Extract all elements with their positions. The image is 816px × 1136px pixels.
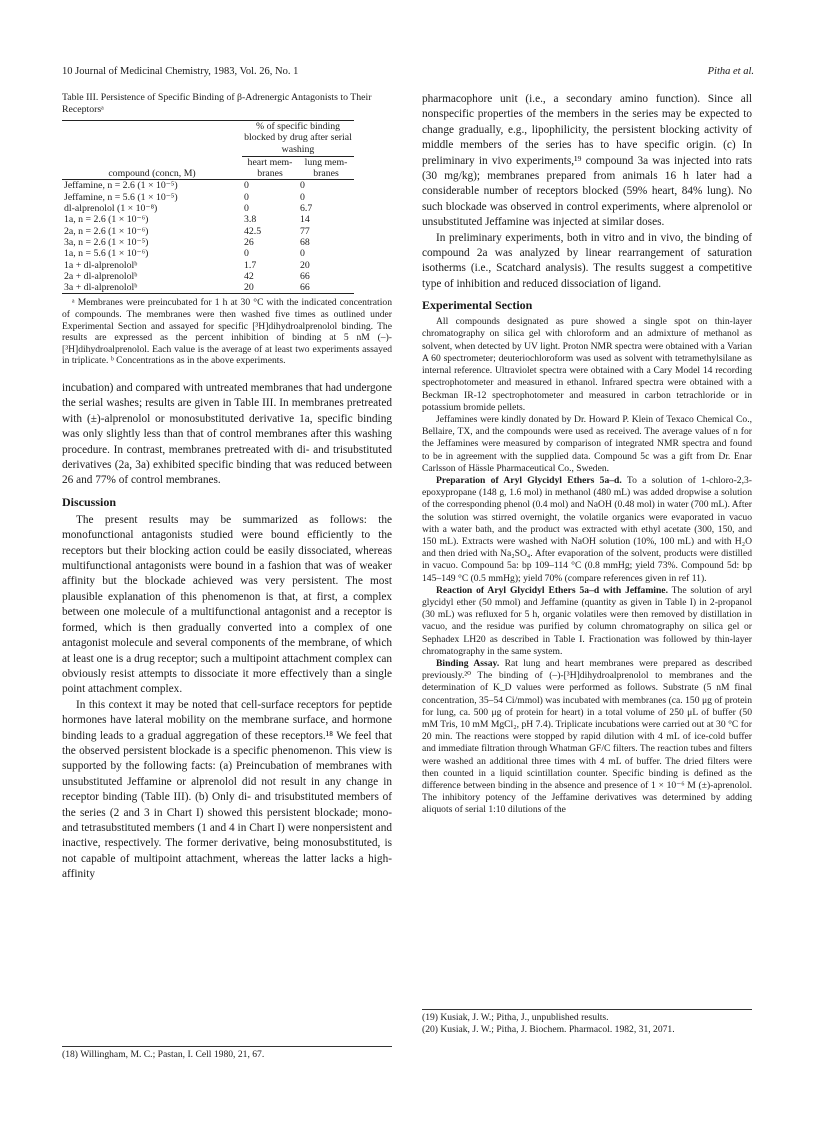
- running-header: [62, 66, 754, 82]
- paragraph: All compounds designated as pure showed a single spot on thin-layer chromatography on silica gel with chloroform and an admixture of methanol as solvent, when detected by UV light. Proton NMR spectra were obtained with a Varian A 60 spectrometer; deuteriochloroform was used as solvent with tetramethylsilane as internal reference. Ultraviolet spectra were obtained with a Cary Model 14 recording spectrophotometer and measured in ethanol. Infrared spectra were obtained with a Beckman IR-12 spectrophotometer and measured in carbon tetrachloride or in potassium bromide pellets.: [422, 316, 752, 413]
- table-col-heart: heart mem- branes: [242, 156, 298, 180]
- footnote-rule: [422, 1009, 752, 1010]
- table-row: 3a + dl-alprenololᵇ 20 66: [62, 282, 354, 294]
- table-row: Jeffamine, n = 2.6 (1 × 10⁻⁵) 0 0: [64, 180, 305, 192]
- table-row: 2a + dl-alprenololᵇ 42 66: [64, 270, 310, 282]
- footnote-18: (18) Willingham, M. C.; Pastan, I. Cell 1980, 21, 67.: [62, 1049, 265, 1060]
- table-col-compound: compound (concn, M): [62, 156, 242, 180]
- right-column: [422, 92, 752, 817]
- run-in-heading: Binding Assay.: [436, 657, 500, 669]
- paragraph: Jeffamines were kindly donated by Dr. Howard P. Klein of Texaco Chemical Co., Bellaire, TX, and the compounds were used as received. The average values of n for the Jeffamines were measured by comparison of integrated NMR spectra and found to be in agreement with the supplied data. Compound 5c was a gift from Dr. Enar Carlsson of Hässle Pharmaceutical Co., Sweden.: [422, 413, 752, 474]
- paragraph: Preparation of Aryl Glycidyl Ethers 5a–d. To a solution of 1-chloro-2,3-epoxypropane (148 g, 1.6 mol) in methanol (480 mL) was added dropwise a solution of the corresponding phenol (0.4 mol) and NaOH (0.48 mol) in water (700 mL). After the solution was stirred overnight, the volatile organics were evaporated in vacuo with a water bath, and the product was extracted with ethyl acetate (300, 150, and 150 mL). Extracts were washed with NaOH solution (10%, 100 mL) and with H₂O and then dried with Na₂SO₄. After evaporation of the solvent, products were distilled in vacuo. Compound 5a: bp 109–114 °C (0.8 mmHg; yield 73%. Compound 5d: bp 145–149 °C (0.5 mmHg); yield 70% (compare references given in ref 11).: [422, 474, 752, 584]
- left-column: [62, 92, 392, 883]
- discussion-heading: Discussion: [62, 494, 117, 509]
- table-row: 1a + dl-alprenololᵇ 1.7 20: [64, 259, 310, 271]
- table-group-header: % of specific binding blocked by drug after serial washing: [242, 121, 354, 157]
- footnote-19: (19) Kusiak, J. W.; Pitha, J., unpublished results.: [422, 1012, 609, 1023]
- footnote-rule: [62, 1046, 392, 1047]
- paragraph: Binding Assay. Rat lung and heart membranes were prepared as described previously.²⁰ The binding of (–)-[³H]dihydroalprenolol to membranes and the determination of K_D values were performed as follows. Substrate (5 nM final concentration, 35–54 Ci/mmol) was incubated with membranes (ca. 150 μg of protein for lung, ca. 500 μg of protein for heart) in a total volume of 250 μL of buffer (50 mM Tris, 10 mM MgCl₂, pH 7.4). Triplicate incubations were carried out at 30 °C for 20 min. The reactions were stopped by rapid dilution with 4 mL of ice-cold buffer and immediate filtration through Whatman GF/C filters. The reaction tubes and filters were washed an additional three times with 4 mL of buffer. The dried filters were then counted in a liquid scintillation counter. Specific binding is defined as the difference between binding in the absence and presence of 1 × 10⁻⁶ M (±)-aprenolol. The inhibitory potency of the Jeffamine derivatives was determined by adding aliquots of serial 1:10 dilutions of the: [422, 657, 752, 816]
- footnote-20: (20) Kusiak, J. W.; Pitha, J. Biochem. Pharmacol. 1982, 31, 2071.: [422, 1024, 675, 1035]
- paragraph: The present results may be summarized as follows: the monofunctional antagonists studied were bound efficiently to the receptors but their blocking action could be easily dissociated, whereas multifunctional antagonists were bound in a fashion that was of weaker affinity but the blockade achieved was very persistent. The most plausible explanation of this phenomenon is that, at first, a complex between one molecule of a multifunctional antagonist and a receptor is formed, which is then gradually converted into a complex of one antagonist molecule and several components of the membrane, of which at least one is a drug receptor; such a multipoint attachment complex can obviously resist attempts to dissociate it more effectively than a single point attachment complex.: [62, 513, 392, 696]
- table-row: dl-alprenolol (1 × 10⁻⁸) 0 6.7: [64, 203, 313, 215]
- author-header: Pitha et al.: [707, 66, 754, 77]
- table-row: 2a, n = 2.6 (1 × 10⁻⁶) 42.5 77: [64, 225, 310, 237]
- run-in-heading: Reaction of Aryl Glycidyl Ethers 5a–d with Jeffamine.: [436, 584, 668, 596]
- experimental-heading: Experimental Section: [422, 298, 533, 313]
- table-row: 1a, n = 5.6 (1 × 10⁻⁶) 0 0: [64, 248, 305, 260]
- right-footnotes: [422, 1009, 752, 1036]
- table-footnote: ᵃ Membranes were preincubated for 1 h at 30 °C with the indicated concentration of compounds. The membranes were then washed five times as outlined under Experimental Section and assayed for specific [³H]dihydroalprenolol binding. The results are expressed as the percent inhibition of binding at 5 nM (–)-[³H]dihydroalprenolol. Each value is the average of at least two experiments assayed in triplicate. ᵇ Concentrations as in the above experiments.: [62, 297, 392, 367]
- paragraph: In preliminary experiments, both in vitro and in vivo, the binding of compound 2a was analyzed by linear rearrangement of saturation isotherms (i.e., Scatchard analysis). The results suggest a competitive type of inhibition and reduced dissociation of ligand.: [422, 231, 752, 290]
- table-row: 3a, n = 2.6 (1 × 10⁻⁵) 26 68: [64, 236, 310, 248]
- table-row: Jeffamine, n = 5.6 (1 × 10⁻⁵) 0 0: [64, 191, 305, 203]
- left-footnotes: [62, 1046, 392, 1061]
- paragraph: In this context it may be noted that cell-surface receptors for peptide hormones have lateral mobility on the membrane surface, and hormone binding leads to a gradual aggregation of these receptors.¹⁸ We feel that the observed persistent blockade is a specific phenomenon. This view is supported by the following facts: (a) Preincubation of membranes with unsubstituted Jeffamine or alprenolol did not result in any change in receptor binding (Table III). (b) Only di- and trisubstituted members of the series (2 and 3 in Chart I) showed this persistent blockade; mono- and tetrasubstituted members (1 and 4 in Chart I) were nonpersistent and inactive, respectively. The former derivative, being monosubstituted, is not capable of multipoint attachment, whereas the latter lacks a high-affinity: [62, 698, 392, 881]
- paragraph: incubation) and compared with untreated membranes that had undergone the serial washes; results are given in Table III. In membranes pretreated with (±)-alprenolol or monosubstituted derivative 1a, specific binding was only slightly less than that of control membranes after this washing procedure. In contrast, membranes pretreated with di- and trisubstituted derivatives (2a, 3a) exhibited specific binding that was reduced between 26 and 77% of control membranes.: [62, 382, 392, 487]
- paragraph: pharmacophore unit (i.e., a secondary amino function). Since all nonspecific properties of the members in the series may be expected to change gradually, e.g., lipophilicity, the persistent blocking activity of middle members of the series has to have specific origin. (c) In preliminary in vivo experiments,¹⁹ compound 3a was injected into rats (30 mg/kg); membranes prepared from animals 16 h later had a considerable number of receptors blocked (59% heart, 84% lung). No such blockade was observed in control experiments, where alprenolol or unsubstituted Jeffamine was injected at similar doses.: [422, 93, 752, 229]
- run-in-heading: Preparation of Aryl Glycidyl Ethers 5a–d.: [436, 474, 622, 486]
- paragraph: Reaction of Aryl Glycidyl Ethers 5a–d with Jeffamine. The solution of aryl glycidyl ether (50 mmol) and Jeffamine (quantity as given in Table I) in 2-propanol (30 mL) was refluxed for 5 h, organic volatiles were then removed by distillation in vacuo, and the residue was purified by column chromatography on silica gel or Sephadex LH20 as described in Table I. Fractionation was followed by thin-layer chromatography in the same system.: [422, 584, 753, 657]
- table-caption: Table III. Persistence of Specific Binding of β-Adrenergic Antagonists to Their Receptorsᵃ: [62, 92, 372, 115]
- journal-citation: 10 Journal of Medicinal Chemistry, 1983, Vol. 26, No. 1: [62, 66, 299, 77]
- table-col-lung: lung mem- branes: [298, 156, 354, 180]
- table-row: 1a, n = 2.6 (1 × 10⁻⁶) 3.8 14: [64, 214, 310, 226]
- table-iii: [62, 120, 354, 294]
